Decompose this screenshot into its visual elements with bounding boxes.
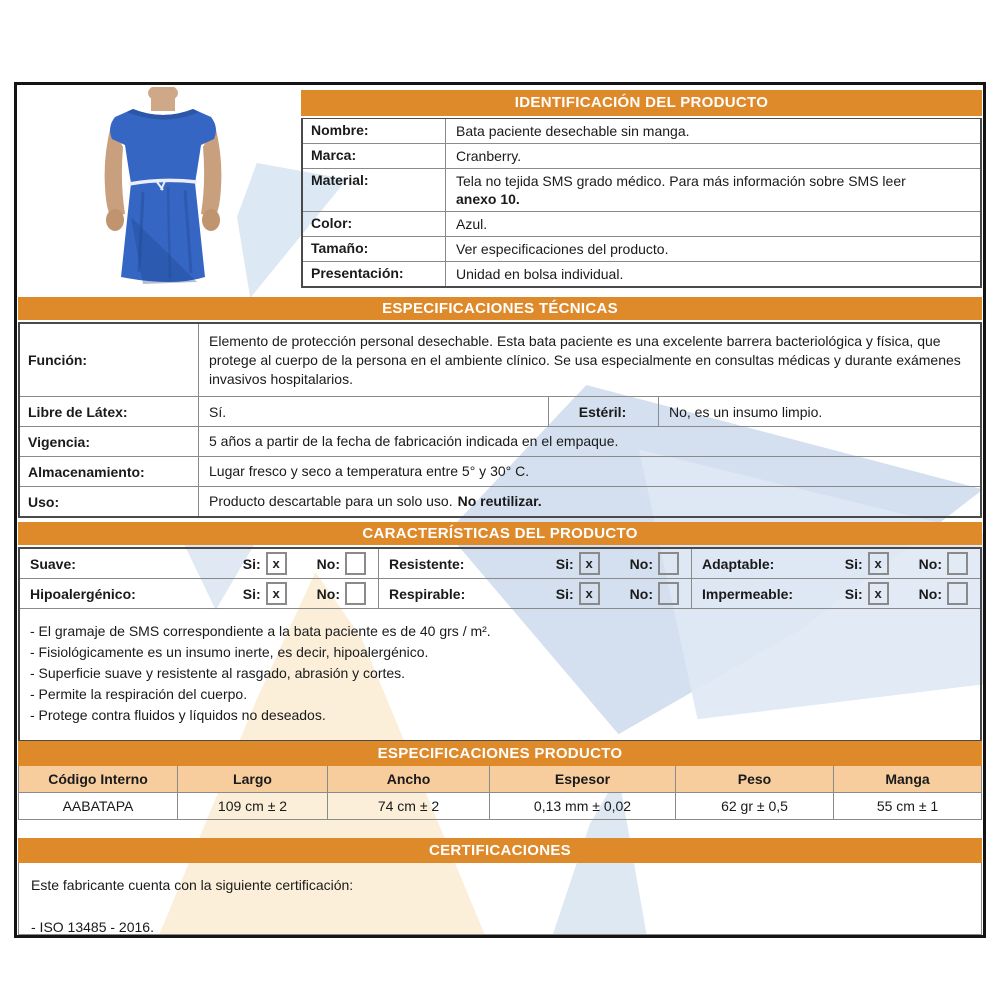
row-label: Material: (303, 169, 446, 211)
esteril-value: No, es un insumo limpio. (658, 397, 980, 426)
table-row (20, 396, 980, 426)
row-label: Tamaño: (303, 237, 446, 261)
characteristic-cell (378, 579, 691, 608)
row-value: Elemento de protección personal desechable. Esta bata paciente es una excelente barrera bacteriológica y física, que protege al cuerpo de la persona en el ambiente clínico. Se usa especialmente en consultas médicas y durante exámenes invasivos hospitalarios. (198, 324, 980, 396)
table-row (303, 143, 980, 168)
row-value (198, 487, 980, 516)
checkbox-no (658, 552, 679, 575)
checkbox-no (947, 552, 968, 575)
checkbox-si: x (266, 582, 287, 605)
material-text: Tela no tejida SMS grado médico. Para más información sobre SMS leer (456, 173, 906, 189)
column-header: Espesor (489, 766, 675, 793)
material-annex-bold: anexo 10. (456, 191, 520, 207)
esteril-label: Estéril: (548, 397, 658, 426)
cell-value: 62 gr ± 0,5 (675, 793, 833, 819)
note-line: - Fisiológicamente es un insumo inerte, es decir, hipoalergénico. (30, 644, 429, 660)
note-line: - Protege contra fluidos y líquidos no deseados. (30, 707, 326, 723)
column-header: Manga (833, 766, 981, 793)
identification-table (301, 90, 982, 288)
technical-specs-title: ESPECIFICACIONES TÉCNICAS (18, 297, 982, 320)
checkbox-no (947, 582, 968, 605)
table-row (20, 324, 980, 396)
table-row (303, 236, 980, 261)
row-value: Cranberry. (456, 148, 522, 164)
characteristics-row (20, 549, 980, 578)
patient-gown-illustration (73, 87, 253, 293)
column-header: Código Interno (19, 766, 177, 793)
si-label: Si: (844, 555, 863, 572)
no-label: No: (316, 555, 340, 572)
row-value: Sí. (198, 397, 548, 426)
row-label: Marca: (303, 144, 446, 168)
checkbox-si: x (266, 552, 287, 575)
row-label: Presentación: (303, 262, 446, 286)
no-label: No: (918, 585, 942, 602)
si-label: Si: (555, 585, 574, 602)
technical-specs-section (18, 297, 982, 518)
row-value: 5 años a partir de la fecha de fabricación indicada en el empaque. (198, 427, 980, 456)
characteristic-label: Respirable: (389, 585, 466, 602)
column-header: Peso (675, 766, 833, 793)
characteristic-label: Hipoalergénico: (30, 585, 136, 602)
row-value: Unidad en bolsa individual. (456, 266, 624, 282)
checkbox-si: x (579, 582, 600, 605)
identification-section (18, 85, 982, 295)
si-label: Si: (844, 585, 863, 602)
identification-title: IDENTIFICACIÓN DEL PRODUCTO (301, 90, 982, 116)
product-specs-title: ESPECIFICACIONES PRODUCTO (18, 741, 982, 766)
characteristic-label: Impermeable: (702, 585, 794, 602)
spec-header-row (19, 766, 981, 793)
product-specs-section (18, 741, 982, 820)
column-header: Largo (177, 766, 327, 793)
characteristic-cell (20, 549, 378, 578)
certifications-intro: Este fabricante cuenta con la siguiente certificación: (31, 877, 354, 893)
uso-bold: No reutilizar. (457, 493, 542, 509)
row-label: Vigencia: (28, 433, 90, 450)
row-label: Función: (28, 352, 88, 368)
characteristic-cell (691, 579, 980, 608)
characteristics-section (18, 522, 982, 742)
checkbox-no (658, 582, 679, 605)
no-label: No: (316, 585, 340, 602)
no-label: No: (918, 555, 942, 572)
row-value: Ver especificaciones del producto. (456, 241, 669, 257)
column-header: Ancho (327, 766, 489, 793)
certification-item: - ISO 13485 - 2016. (31, 919, 154, 935)
characteristic-label: Suave: (30, 555, 76, 572)
characteristic-cell (691, 549, 980, 578)
row-label: Almacenamiento: (28, 463, 145, 480)
characteristic-label: Resistente: (389, 555, 465, 572)
cell-value: 55 cm ± 1 (833, 793, 981, 819)
row-value: Bata paciente desechable sin manga. (456, 123, 690, 139)
certifications-title: CERTIFICACIONES (18, 838, 982, 863)
uso-text: Producto descartable para un solo uso. (209, 493, 453, 509)
table-row (303, 261, 980, 286)
characteristic-cell (20, 579, 378, 608)
row-label: Color: (303, 212, 446, 236)
characteristic-cell (378, 549, 691, 578)
cell-value: 0,13 mm ± 0,02 (489, 793, 675, 819)
table-row (20, 486, 980, 516)
table-row (303, 168, 980, 211)
row-value: Azul. (456, 216, 488, 232)
table-row (20, 426, 980, 456)
characteristics-row (20, 578, 980, 608)
spec-value-row (19, 793, 981, 819)
si-label: Si: (555, 555, 574, 572)
si-label: Si: (242, 585, 261, 602)
row-label: Libre de Látex: (28, 403, 128, 420)
note-line: - Permite la respiración del cuerpo. (30, 686, 248, 702)
no-label: No: (629, 555, 653, 572)
certifications-section (18, 838, 982, 935)
characteristics-notes (20, 608, 980, 740)
row-value: Lugar fresco y seco a temperatura entre 5° y 30° C. (198, 457, 980, 486)
checkbox-no (345, 582, 366, 605)
spec-sheet-document (14, 82, 986, 938)
checkbox-no (345, 552, 366, 575)
checkbox-si: x (579, 552, 600, 575)
note-line: - El gramaje de SMS correspondiente a la bata paciente es de 40 grs / m². (30, 623, 491, 639)
checkbox-si: x (868, 582, 889, 605)
product-photo (73, 87, 253, 293)
cell-value: AABATAPA (62, 798, 134, 814)
row-label: Nombre: (303, 119, 446, 143)
table-row (303, 119, 980, 143)
no-label: No: (629, 585, 653, 602)
row-label: Uso: (28, 493, 60, 510)
si-label: Si: (242, 555, 261, 572)
note-line: - Superficie suave y resistente al rasgado, abrasión y cortes. (30, 665, 406, 681)
characteristics-title: CARACTERÍSTICAS DEL PRODUCTO (18, 522, 982, 545)
row-value (446, 169, 980, 211)
table-row (20, 456, 980, 486)
cell-value: 109 cm ± 2 (177, 793, 327, 819)
checkbox-si: x (868, 552, 889, 575)
table-row (303, 211, 980, 236)
characteristic-label: Adaptable: (702, 555, 775, 572)
cell-value: 74 cm ± 2 (327, 793, 489, 819)
